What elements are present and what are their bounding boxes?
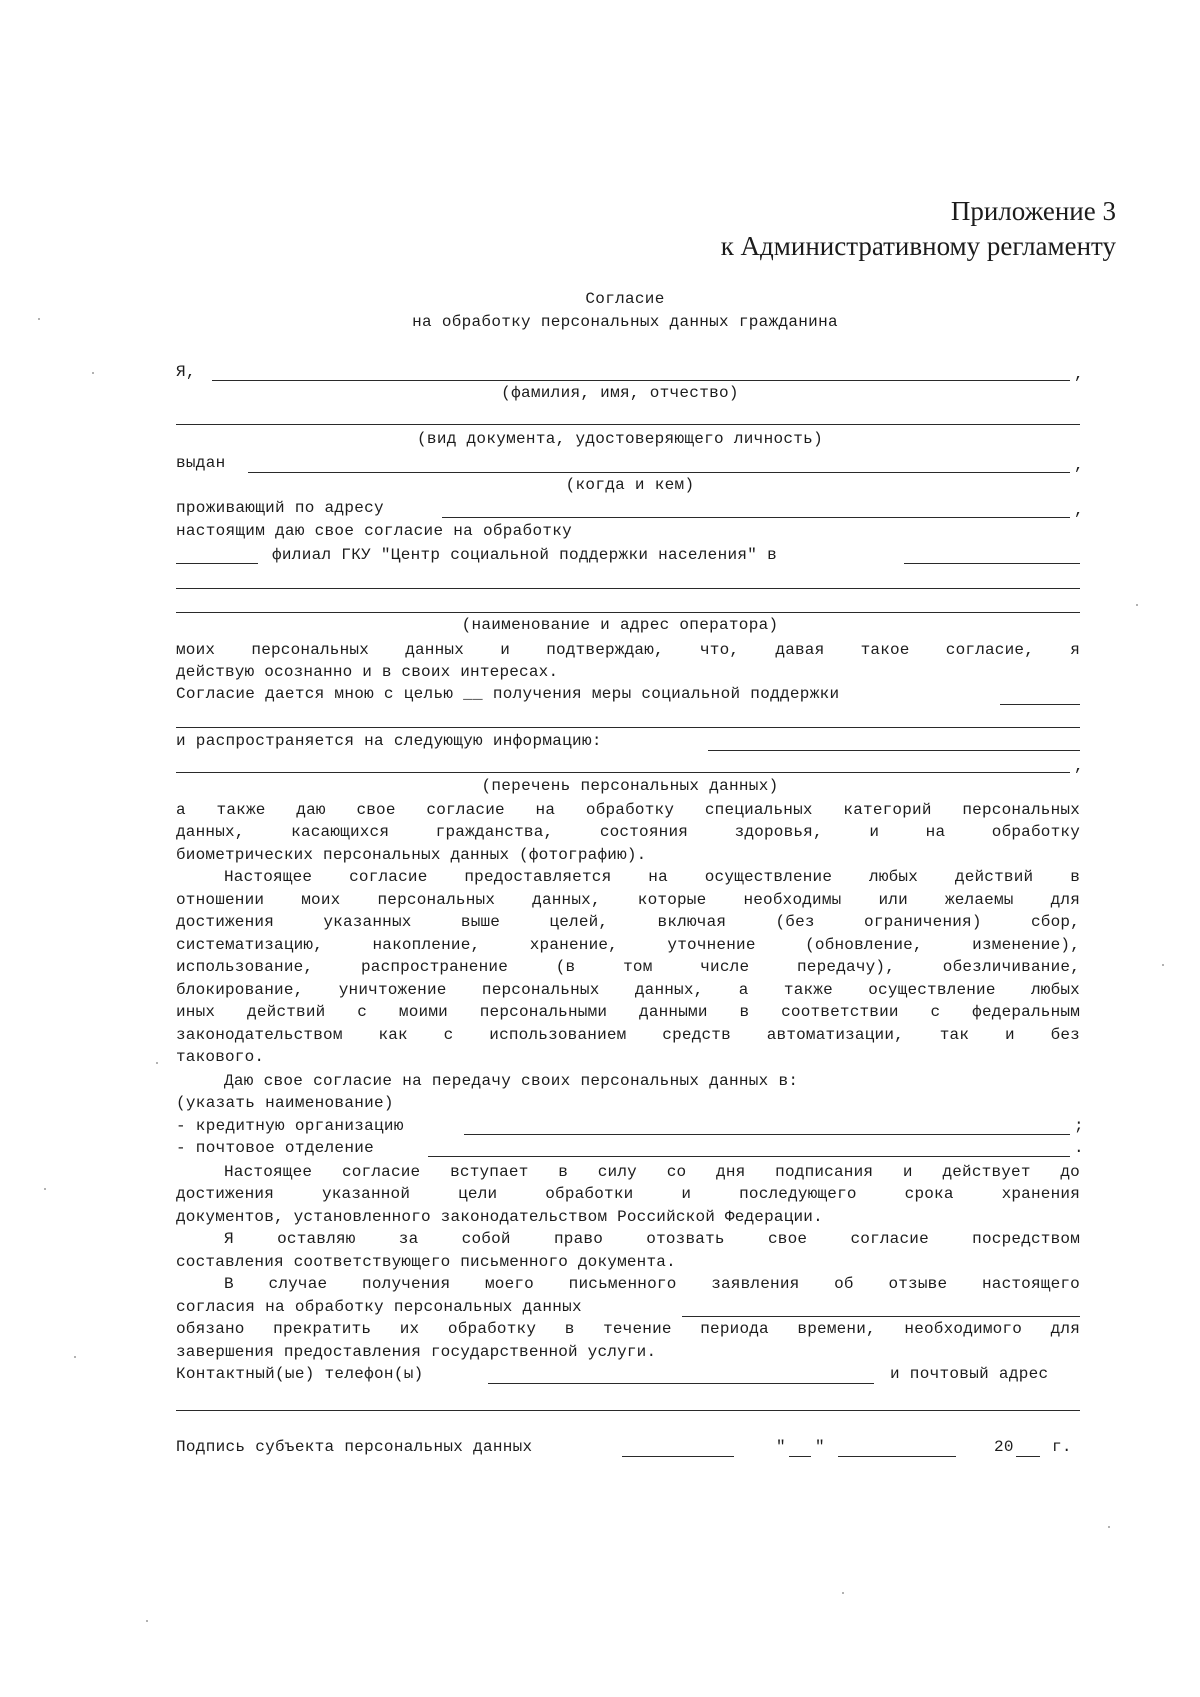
quote-open: " bbox=[776, 1438, 786, 1456]
purpose-line[interactable] bbox=[1000, 704, 1080, 705]
month-line[interactable] bbox=[838, 1456, 956, 1457]
year-suffix: г. bbox=[1052, 1438, 1072, 1456]
paragraph-line: документов, установленного законодательством Российской Федерации. bbox=[176, 1208, 823, 1226]
operator-line-1[interactable] bbox=[176, 588, 1080, 589]
scan-speck bbox=[38, 318, 40, 320]
scan-speck bbox=[1136, 604, 1138, 606]
paragraph-line: согласия на обработку персональных данных bbox=[176, 1298, 582, 1316]
operator-line-2[interactable] bbox=[176, 612, 1080, 613]
semicolon: ; bbox=[1074, 1117, 1084, 1135]
signature-line[interactable] bbox=[622, 1456, 734, 1457]
paragraph-line: биометрических персональных данных (фотографию). bbox=[176, 846, 647, 864]
paragraph-line: моих персональных данных и подтверждаю, что, давая такое согласие, я bbox=[176, 641, 1080, 659]
filial-location-line[interactable] bbox=[904, 563, 1080, 564]
paragraph-line: использование, распространение (в том числе передачу), обезличивание, bbox=[176, 958, 1080, 976]
day-line[interactable] bbox=[789, 1456, 811, 1457]
fio-line[interactable] bbox=[212, 380, 1070, 381]
comma: , bbox=[1074, 456, 1084, 474]
quote-close: " bbox=[815, 1438, 825, 1456]
scan-speck bbox=[44, 1188, 46, 1190]
post-office-label: - почтовое отделение bbox=[176, 1139, 375, 1157]
transfer-text: Даю свое согласие на передачу своих персональных данных в: bbox=[224, 1072, 799, 1090]
scan-speck bbox=[146, 1620, 148, 1622]
info-line[interactable] bbox=[708, 750, 1080, 751]
paragraph-line: иных действий с моими персональными данными в соответствии с федеральным bbox=[176, 1003, 1080, 1021]
operator-caption: (наименование и адрес оператора) bbox=[461, 616, 779, 634]
paragraph-line: составления соответствующего письменного документа. bbox=[176, 1253, 676, 1271]
paragraph-line: достижения указанных выше целей, включая (без ограничения) сбор, bbox=[176, 913, 1080, 931]
paragraph-line: отношении моих персональных данных, которые необходимы или желаемы для bbox=[176, 891, 1080, 909]
issued-line[interactable] bbox=[248, 472, 1070, 473]
paragraph-line: завершения предоставления государственной услуги. bbox=[176, 1343, 657, 1361]
fio-caption: (фамилия, имя, отчество) bbox=[501, 384, 739, 402]
paragraph-line: В случае получения моего письменного заявления об отзыве настоящего bbox=[224, 1275, 1080, 1293]
info-line-2[interactable] bbox=[176, 772, 1070, 773]
paragraph-line: достижения указанной цели обработки и последующего срока хранения bbox=[176, 1185, 1080, 1203]
credit-org-line[interactable] bbox=[464, 1134, 1070, 1135]
paragraph-line: блокирование, уничтожение персональных данных, а также осуществление любых bbox=[176, 981, 1080, 999]
consent-text: настоящим даю свое согласие на обработку bbox=[176, 522, 573, 540]
filial-text: филиал ГКУ "Центр социальной поддержки населения" в bbox=[272, 546, 777, 564]
filial-prefix-line[interactable] bbox=[176, 563, 258, 564]
issued-caption: (когда и кем) bbox=[565, 476, 695, 494]
scan-speck bbox=[1162, 964, 1164, 966]
address-label: проживающий по адресу bbox=[176, 499, 384, 517]
id-document-line[interactable] bbox=[176, 424, 1080, 425]
comma: , bbox=[1074, 501, 1084, 519]
ya-label: Я, bbox=[176, 363, 196, 381]
paragraph-line: Настоящее согласие вступает в силу со дня подписания и действует до bbox=[224, 1163, 1080, 1181]
purpose-text: Согласие дается мною с целью __ получения меры социальной поддержки bbox=[176, 685, 840, 703]
paragraph-line: такового. bbox=[176, 1048, 265, 1066]
revocation-recipient-line[interactable] bbox=[682, 1316, 1080, 1317]
post-office-line[interactable] bbox=[428, 1156, 1070, 1157]
doc-subtitle: на обработку персональных данных гражданина bbox=[412, 313, 838, 331]
paragraph-line: действую осознанно и в своих интересах. bbox=[176, 663, 559, 681]
year-line[interactable] bbox=[1016, 1456, 1040, 1457]
doc-title: Согласие bbox=[585, 290, 665, 308]
paragraph-line: законодательством как с использованием средств автоматизации, так и без bbox=[176, 1026, 1080, 1044]
signature-label: Подпись субъекта персональных данных bbox=[176, 1438, 533, 1456]
issued-label: выдан bbox=[176, 454, 226, 472]
scan-speck bbox=[842, 1592, 844, 1594]
paragraph-line: данных, касающихся гражданства, состояния здоровья, и на обработку bbox=[176, 823, 1080, 841]
postal-address-label: и почтовый адрес bbox=[890, 1365, 1049, 1383]
transfer-note: (указать наименование) bbox=[176, 1094, 394, 1112]
appendix-number: Приложение 3 bbox=[950, 196, 1116, 226]
data-list-caption: (перечень персональных данных) bbox=[481, 777, 779, 795]
address-line[interactable] bbox=[442, 517, 1070, 518]
id-document-caption: (вид документа, удостоверяющего личность) bbox=[417, 430, 823, 448]
info-text: и распространяется на следующую информацию: bbox=[176, 732, 602, 750]
paragraph-line: Я оставляю за собой право отозвать свое согласие посредством bbox=[224, 1230, 1080, 1248]
credit-org-label: - кредитную организацию bbox=[176, 1117, 404, 1135]
scan-speck bbox=[92, 372, 94, 374]
period: . bbox=[1074, 1139, 1084, 1157]
scan-speck bbox=[156, 1062, 158, 1064]
purpose-line-2[interactable] bbox=[176, 727, 1080, 728]
paragraph-line: а также даю свое согласие на обработку специальных категорий персональных bbox=[176, 801, 1080, 819]
postal-address-line[interactable] bbox=[176, 1410, 1080, 1411]
paragraph-line: Настоящее согласие предоставляется на осуществление любых действий в bbox=[224, 868, 1080, 886]
paragraph-line: систематизацию, накопление, хранение, уточнение (обновление, изменение), bbox=[176, 936, 1080, 954]
phone-label: Контактный(ые) телефон(ы) bbox=[176, 1365, 424, 1383]
comma: , bbox=[1074, 757, 1084, 775]
appendix-reference: к Административному регламенту bbox=[720, 231, 1116, 261]
scan-speck bbox=[74, 1356, 76, 1358]
year-prefix: 20 bbox=[994, 1438, 1014, 1456]
paragraph-line: обязано прекратить их обработку в течение периода времени, необходимого для bbox=[176, 1320, 1080, 1338]
phone-line[interactable] bbox=[488, 1383, 874, 1384]
comma: , bbox=[1074, 365, 1084, 383]
scan-speck bbox=[1108, 1526, 1110, 1528]
